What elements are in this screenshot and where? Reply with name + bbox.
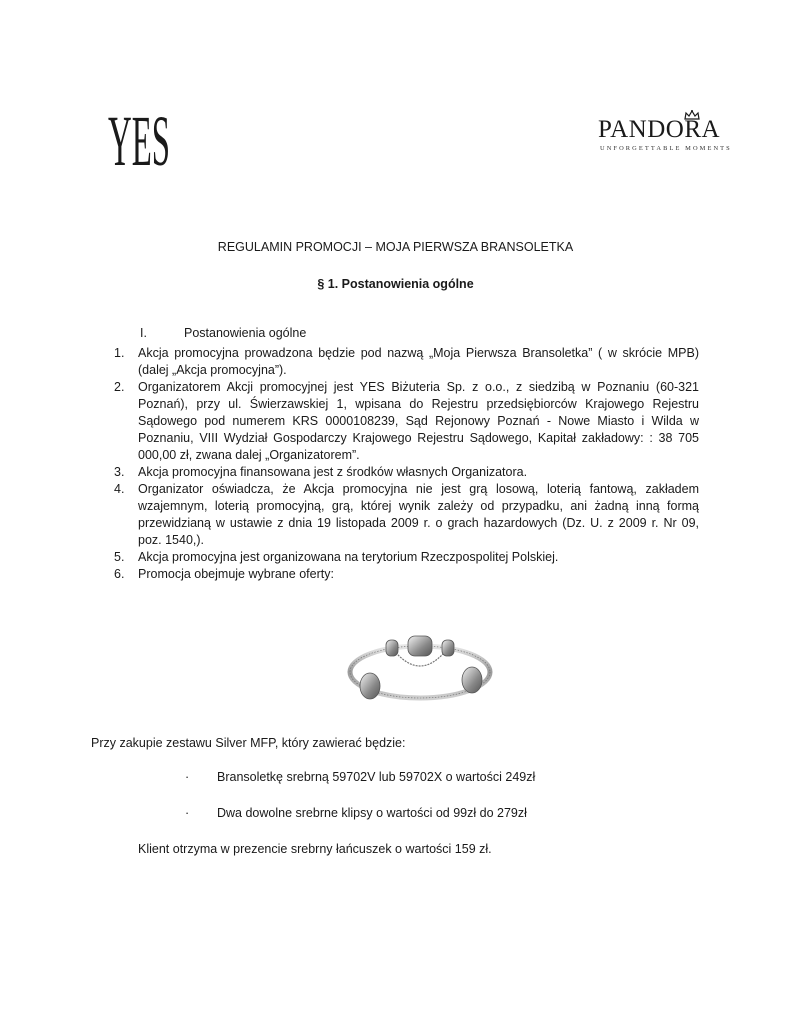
list-item-number: 2. — [114, 380, 125, 394]
gift-note: Klient otrzyma w prezencie srebrny łańcuszek o wartości 159 zł. — [138, 842, 492, 856]
list-item-text: Akcja promocyjna jest organizowana na terytorium Rzeczpospolitej Polskiej. — [138, 550, 559, 564]
provisions-list — [114, 345, 699, 583]
pandora-wordmark: PANDORA — [598, 116, 721, 143]
pandora-logo — [598, 110, 733, 158]
list-item-text: Organizator oświadcza, że Akcja promocyjna nie jest grą losową, loterią fantową, zakładem wzajemnym, loterią promocyjną, grą, której wynik zależy od przypadku, ani żadną inną formą przewidzianą w ustawie z dnia 19 listopada 2009 r. o grach hazardowych (Dz. U. z 2009 r. Nr 09, poz. 1540,). — [138, 482, 699, 547]
list-item — [114, 464, 699, 481]
roman-heading — [140, 326, 306, 340]
list-item — [114, 345, 699, 379]
list-item — [114, 566, 699, 583]
roman-number: I. — [140, 326, 147, 340]
offer-bullet-text: Bransoletkę srebrną 59702V lub 59702X o wartości 249zł — [217, 770, 536, 784]
pandora-tagline: UNFORGETTABLE MOMENTS — [600, 145, 732, 152]
offer-bullet — [185, 806, 527, 820]
list-item-text: Akcja promocyjna finansowana jest z środków własnych Organizatora. — [138, 465, 528, 479]
yes-logo-text: YES — [108, 101, 170, 181]
bracelet-image — [340, 614, 500, 718]
list-item-number: 3. — [114, 465, 125, 479]
document-title: REGULAMIN PROMOCJI – MOJA PIERWSZA BRANSOLETKA — [217, 240, 574, 254]
bullet-dot: · — [185, 770, 190, 784]
list-item-text: Akcja promocyjna prowadzona będzie pod nazwą „Moja Pierwsza Bransoletka” ( w skrócie MPB) (dalej „Akcja promocyjna”). — [138, 346, 699, 377]
yes-logo — [108, 101, 172, 181]
list-item — [114, 481, 699, 549]
roman-heading-text: Postanowienia ogólne — [184, 326, 307, 340]
bullet-dot: · — [185, 806, 190, 820]
offer-bullet — [185, 770, 535, 784]
list-item — [114, 379, 699, 464]
list-item-number: 6. — [114, 567, 125, 581]
list-item-number: 1. — [114, 346, 125, 360]
list-item — [114, 549, 699, 566]
list-item-number: 4. — [114, 482, 125, 496]
section-title: § 1. Postanowienia ogólne — [317, 277, 474, 291]
list-item-number: 5. — [114, 550, 125, 564]
list-item-text: Promocja obejmuje wybrane oferty: — [138, 567, 334, 581]
list-item-text: Organizatorem Akcji promocyjnej jest YES Biżuteria Sp. z o.o., z siedzibą w Poznaniu (60-321 Poznań), przy ul. Świerzawskiej 1, wpisana do Rejestru przedsiębiorców Krajowego Rejestru Sądowego pod numerem KRS 0000108239, Sąd Rejonowy Poznań - Nowe Miasto i Wilda w Poznaniu, VIII Wydział Gospodarczy Krajowego Rejestru Sądowego, Kapitał zakładowy: : 38 705 000,00 zł, zwana dalej „Organizatorem”. — [138, 380, 699, 462]
offer-intro: Przy zakupie zestawu Silver MFP, który zawierać będzie: — [91, 736, 406, 750]
offer-bullet-text: Dwa dowolne srebrne klipsy o wartości od 99zł do 279zł — [217, 806, 527, 820]
